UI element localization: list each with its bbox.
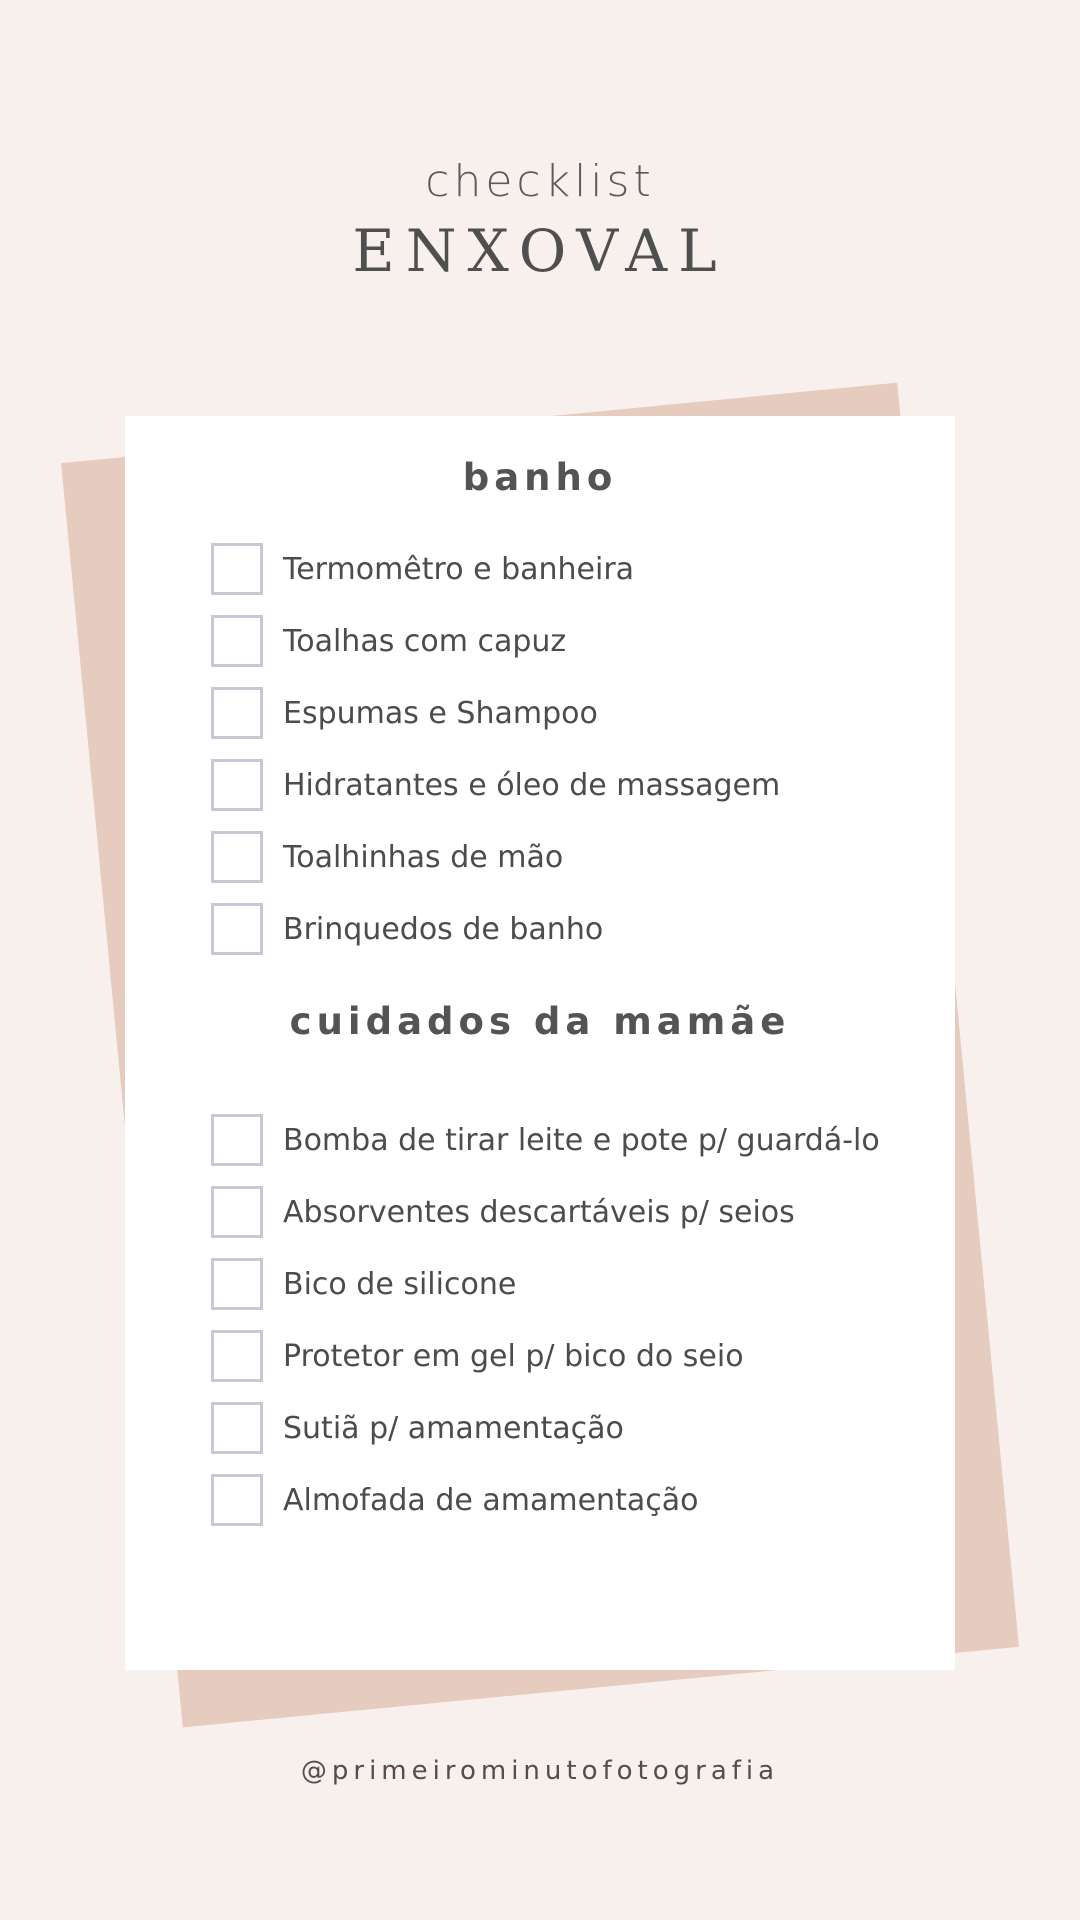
item-label: Bico de silicone <box>283 1266 517 1302</box>
checklist-cuidados <box>211 1104 880 1536</box>
item-label: Hidratantes e óleo de massagem <box>283 767 781 803</box>
list-item <box>211 1176 880 1248</box>
list-item <box>211 893 780 965</box>
checkbox[interactable] <box>211 759 263 811</box>
item-label: Almofada de amamentação <box>283 1482 699 1518</box>
checkbox[interactable] <box>211 831 263 883</box>
list-item <box>211 1464 880 1536</box>
checkbox[interactable] <box>211 1186 263 1238</box>
page-title: ENXOVAL <box>352 217 728 285</box>
checkbox[interactable] <box>211 1474 263 1526</box>
item-label: Termomêtro e banheira <box>283 551 635 587</box>
list-item <box>211 1320 880 1392</box>
section-title-cuidados: cuidados da mamãe <box>289 1000 791 1043</box>
list-item <box>211 821 780 893</box>
checkbox[interactable] <box>211 1114 263 1166</box>
item-label: Absorventes descartáveis p/ seios <box>283 1194 795 1230</box>
list-item <box>211 1392 880 1464</box>
list-item <box>211 533 780 605</box>
item-label: Sutiã p/ amamentação <box>283 1410 624 1446</box>
list-item <box>211 605 780 677</box>
checkbox[interactable] <box>211 687 263 739</box>
list-item <box>211 1248 880 1320</box>
item-label: Brinquedos de banho <box>283 911 604 947</box>
item-label: Toalhinhas de mão <box>283 839 564 875</box>
item-label: Toalhas com capuz <box>283 623 567 659</box>
item-label: Espumas e Shampoo <box>283 695 598 731</box>
section-title-banho: banho <box>462 456 618 499</box>
checkbox[interactable] <box>211 903 263 955</box>
checkbox[interactable] <box>211 615 263 667</box>
checklist-banho <box>211 533 780 965</box>
item-label: Bomba de tirar leite e pote p/ guardá-lo <box>283 1122 880 1158</box>
page-header <box>0 156 1080 285</box>
page-subtitle: checklist <box>425 156 655 207</box>
list-item <box>211 749 780 821</box>
list-item <box>211 1104 880 1176</box>
list-item <box>211 677 780 749</box>
checkbox[interactable] <box>211 543 263 595</box>
checkbox[interactable] <box>211 1402 263 1454</box>
item-label: Protetor em gel p/ bico do seio <box>283 1338 744 1374</box>
checklist-card <box>125 416 955 1670</box>
checkbox[interactable] <box>211 1330 263 1382</box>
checkbox[interactable] <box>211 1258 263 1310</box>
social-handle: @primeirominutofotografia <box>300 1756 780 1786</box>
